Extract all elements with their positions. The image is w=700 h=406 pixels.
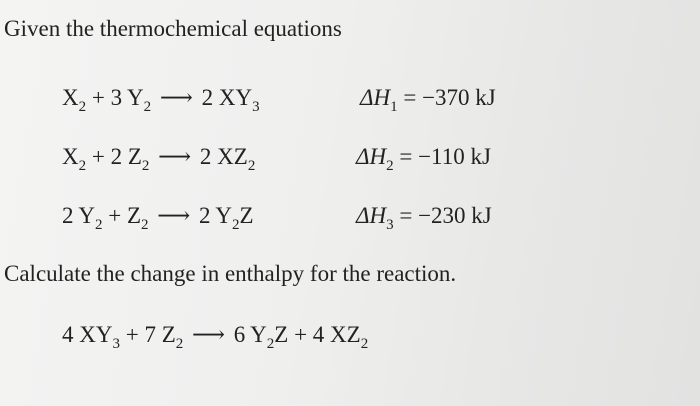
equation-2-rhs [199,144,256,174]
formula-subscript: 2 [78,158,87,174]
target-reaction-lhs [62,322,184,352]
equation-1-rhs [201,85,260,115]
formula-text: Z [239,203,254,228]
formula-subscript: 2 [141,158,150,174]
formula-text: X [62,144,79,169]
reaction-arrow: ⟶ [192,322,225,347]
equation-1-lhs [62,85,152,115]
formula-subscript: 2 [78,99,87,115]
formula-subscript: 2 [247,158,256,174]
reaction-arrow: ⟶ [159,85,193,110]
target-reaction [62,322,369,352]
formula-subscript: 2 [232,217,240,233]
enthalpy-2-index: 2 [386,158,394,174]
equation-3-lhs [62,203,149,233]
enthalpy-3-index: 3 [386,217,394,233]
enthalpy-3 [356,203,492,233]
enthalpy-2 [356,144,491,174]
formula-text: Z + 4 XZ [274,322,361,347]
reaction-arrow: ⟶ [158,144,192,169]
formula-subscript: 3 [252,99,260,115]
formula-text: 2 XZ [199,144,248,169]
formula-subscript: 2 [141,217,149,233]
enthalpy-1-index: 1 [390,99,398,115]
formula-text: + 7 Z [119,322,176,347]
formula-subscript: 2 [266,336,275,352]
enthalpy-2-value: = −110 kJ [399,144,491,169]
formula-text: X [62,85,79,110]
equation-2-lhs [62,144,150,174]
equation-3 [62,203,254,233]
enthalpy-2-symbol: ΔH [356,144,387,169]
prompt-text: Calculate the change in enthalpy for the reaction. [4,261,457,286]
formula-text: 4 XY [62,322,113,347]
target-reaction-rhs [233,322,369,352]
formula-text: + 2 Z [86,144,142,169]
intro-text: Given the thermochemical equations [4,16,342,41]
formula-subscript: 2 [360,336,369,352]
formula-text: 2 Y [199,203,233,228]
formula-subscript: 2 [95,217,103,233]
formula-subscript: 2 [143,99,152,115]
enthalpy-3-symbol: ΔH [356,203,387,228]
enthalpy-1-value: = −370 kJ [403,85,496,110]
formula-text: 2 XY [201,85,253,110]
equation-2 [62,144,256,174]
enthalpy-1 [360,85,496,115]
formula-text: 6 Y [233,322,267,347]
enthalpy-1-symbol: ΔH [360,85,391,110]
formula-text: + 3 Y [86,85,144,110]
equation-3-rhs [199,203,254,233]
formula-text: + Z [102,203,142,228]
reaction-arrow: ⟶ [157,203,191,228]
formula-text: 2 Y [62,203,96,228]
formula-subscript: 3 [112,336,120,352]
equation-1 [62,85,260,115]
formula-subscript: 2 [175,336,184,352]
enthalpy-3-value: = −230 kJ [399,203,492,228]
